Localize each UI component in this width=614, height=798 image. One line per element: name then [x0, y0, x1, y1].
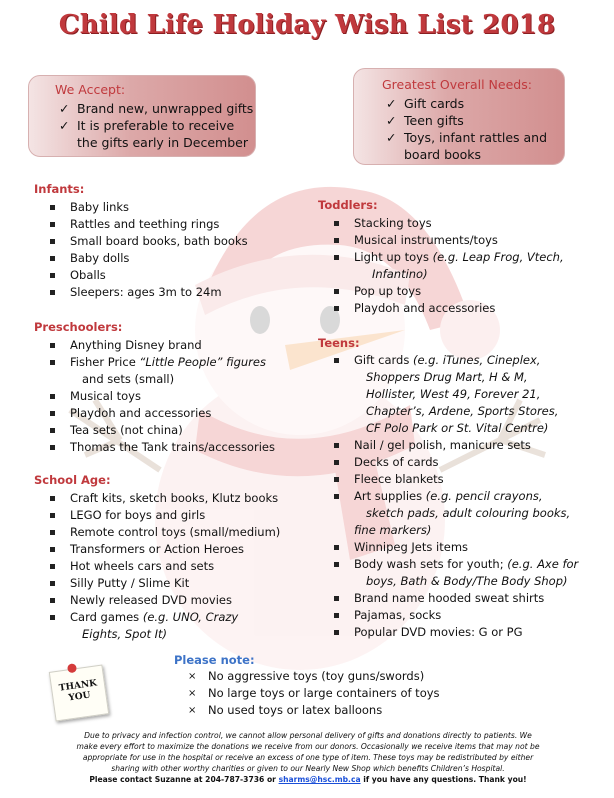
list-item: × No used toys or latex balloons [188, 703, 383, 717]
list-item: ✓ Toys, infant rattles and board books [386, 130, 548, 162]
infants-heading: Infants: [34, 182, 85, 196]
list-item: × No aggressive toys (toy guns/swords) [188, 669, 425, 683]
list-item: Hot wheels cars and sets [34, 558, 304, 575]
infants-list [34, 199, 304, 301]
pushpin-icon [67, 663, 77, 673]
list-item: Brand name hooded sweat shirts [318, 590, 598, 607]
check-icon: ✓ [386, 113, 397, 128]
list-item: Silly Putty / Slime Kit [34, 575, 304, 592]
list-item: Body wash sets for youth; (e.g. Axe for boys, Bath & Body/The Body Shop) [318, 556, 598, 590]
cross-icon: × [188, 688, 197, 699]
list-item: Anything Disney brand [34, 337, 304, 354]
list-item: Card games (e.g. UNO, Crazy Eights, Spot It) [34, 609, 304, 643]
greatest-needs-box [353, 68, 565, 165]
list-item: × No large toys or large containers of toys [188, 686, 440, 700]
we-accept-heading: We Accept: [55, 82, 126, 97]
cross-icon: × [188, 705, 197, 716]
preschoolers-list [34, 337, 304, 456]
email-link[interactable]: sharms@hsc.mb.ca [278, 775, 361, 784]
list-item: Newly released DVD movies [34, 592, 304, 609]
greatest-needs-list [382, 95, 562, 163]
toddlers-list [318, 215, 588, 317]
list-item: ✓ Teen gifts [386, 113, 464, 128]
please-note-list [172, 668, 502, 719]
list-item: Playdoh and accessories [318, 300, 588, 317]
we-accept-list [55, 100, 255, 151]
list-item: Sleepers: ages 3m to 24m [34, 284, 304, 301]
we-accept-box [28, 75, 256, 157]
check-icon: ✓ [386, 130, 397, 145]
teens-heading: Teens: [318, 336, 360, 350]
list-item: Transformers or Action Heroes [34, 541, 304, 558]
list-item: Pop up toys [318, 283, 588, 300]
list-item: Decks of cards [318, 454, 598, 471]
list-item: Fisher Price “Little People” figures and sets (small) [34, 354, 304, 388]
preschoolers-heading: Preschoolers: [34, 320, 123, 334]
thank-you-note-image [49, 664, 109, 721]
check-icon: ✓ [59, 101, 70, 116]
toddlers-heading: Toddlers: [318, 198, 378, 212]
list-item: Pajamas, socks [318, 607, 598, 624]
list-item: Playdoh and accessories [34, 405, 304, 422]
page-title: Child Life Holiday Wish List 2018 [58, 10, 556, 40]
list-item: Tea sets (not china) [34, 422, 304, 439]
greatest-needs-heading: Greatest Overall Needs: [382, 77, 532, 92]
list-item: Musical instruments/toys [318, 232, 588, 249]
school-age-list [34, 490, 304, 643]
list-item: Winnipeg Jets items [318, 539, 598, 556]
list-item: ✓ Brand new, unwrapped gifts [59, 101, 254, 116]
list-item: ✓ It is preferable to receive the gifts early in December [59, 118, 248, 150]
list-item: Fleece blankets [318, 471, 598, 488]
list-item: Oballs [34, 267, 304, 284]
list-item: Stacking toys [318, 215, 588, 232]
list-item: Musical toys [34, 388, 304, 405]
cross-icon: × [188, 671, 197, 682]
list-item: ✓ Gift cards [386, 96, 465, 111]
list-item: Baby dolls [34, 250, 304, 267]
list-item: Art supplies (e.g. pencil crayons, sketch pads, adult colouring books, fine markers) [318, 488, 598, 539]
list-item: Small board books, bath books [34, 233, 304, 250]
school-age-heading: School Age: [34, 473, 111, 487]
list-item: Remote control toys (small/medium) [34, 524, 304, 541]
check-icon: ✓ [386, 96, 397, 111]
list-item: Gift cards (e.g. iTunes, Cineplex, Shoppers Drug Mart, H & M, Hollister, West 49, Forever 21, Chapter’s, Ardene, Sports Stores, CF Polo Park or St. Vital Centre) [318, 352, 598, 437]
list-item: LEGO for boys and girls [34, 507, 304, 524]
list-item: Thomas the Tank trains/accessories [34, 439, 304, 456]
check-icon: ✓ [59, 118, 70, 133]
please-note-heading: Please note: [174, 653, 255, 667]
list-item: Light up toys (e.g. Leap Frog, Vtech, Infantino) [318, 249, 588, 283]
footer-disclaimer: Due to privacy and infection control, we cannot allow personal delivery of gifts and donations directly to patients. We make every effort to maximize the donations we receive from our donors. Occasionally we receive items that may not be appropriate for use in the hospital or receive an excess of one type of item. These toys may be redistributed by either sharing with other worthy charities or given to our Nearly New Shop which benefits Children’s Hospital. Please contact Suzanne at 204-787-3736 or sharms@hsc.mb.ca if you have any questions. Thank you! [76, 731, 540, 784]
list-item: Popular DVD movies: G or PG [318, 624, 598, 641]
teens-list [318, 352, 598, 641]
list-item: Nail / gel polish, manicure sets [318, 437, 598, 454]
list-item: Craft kits, sketch books, Klutz books [34, 490, 304, 507]
thank-you-text: THANK YOU [58, 678, 98, 704]
list-item: Rattles and teething rings [34, 216, 304, 233]
list-item: Baby links [34, 199, 304, 216]
